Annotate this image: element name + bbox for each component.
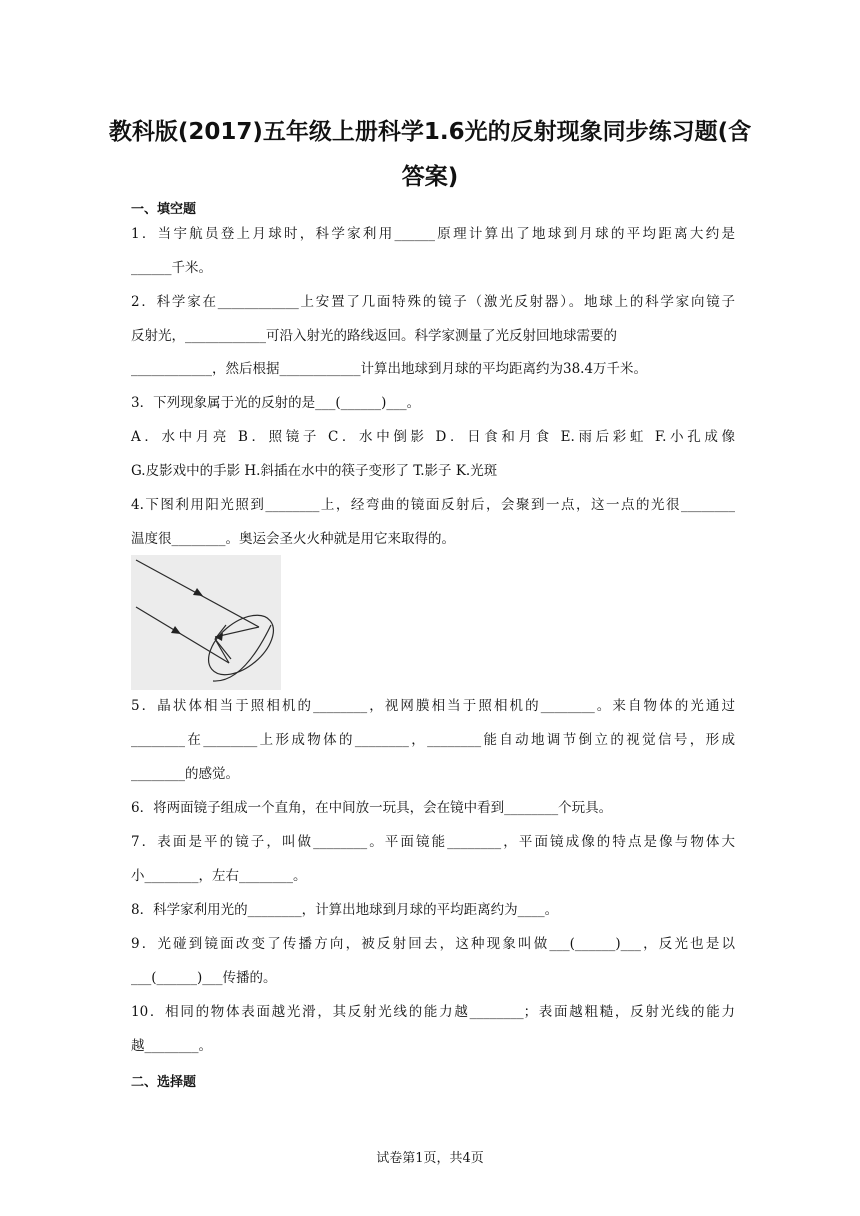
- concave-mirror-figure: [131, 555, 281, 690]
- document-title-line-1: 教科版(2017)五年级上册科学1.6光的反射现象同步练习题(含: [108, 119, 752, 145]
- question-2-line-3: ____________，然后根据____________计算出地球到月球的平均距离约为38.4万千米。: [131, 361, 648, 377]
- question-4-line-1: 4.下图利用阳光照到________上，经弯曲的镜面反射后，会聚到一点，这一点的光很________: [131, 497, 735, 513]
- question-10-line-1: 10．相同的物体表面越光滑，其反射光线的能力越________；表面越粗糙，反射光线的能力: [131, 1004, 735, 1020]
- question-2-line-1: 2．科学家在____________上安置了几面特殊的镜子（激光反射器）。地球上的科学家向镜子: [131, 294, 735, 310]
- page-footer: 试卷第1页，共4页: [376, 1151, 484, 1166]
- question-9-line-1: 9．光碰到镜面改变了传播方向，被反射回去，这种现象叫做___(______)___，反光也是以: [131, 936, 735, 952]
- section-heading-fill-in: 一、填空题: [131, 202, 197, 217]
- question-5-line-1: 5．晶状体相当于照相机的________，视网膜相当于照相机的________。来自物体的光通过: [131, 698, 735, 714]
- question-8: 8．科学家利用光的________，计算出地球到月球的平均距离约为____。: [131, 902, 559, 918]
- question-3-stem: 3．下列现象属于光的反射的是___(______)___。: [131, 395, 421, 411]
- question-4-line-2: 温度很________。奥运会圣火火种就是用它来取得的。: [131, 531, 455, 547]
- document-title-line-2: 答案): [401, 164, 459, 190]
- question-3-options-line-1: A．水中月亮 B．照镜子 C．水中倒影 D．日食和月食 E.雨后彩虹 F.小孔成像: [131, 429, 735, 445]
- question-3-options-line-2: G.皮影戏中的手影 H.斜插在水中的筷子变形了 T.影子 K.光斑: [131, 463, 498, 479]
- question-1-line-1: 1．当宇航员登上月球时，科学家利用______原理计算出了地球到月球的平均距离大约是: [131, 226, 735, 242]
- question-2-line-2: 反射光，____________可沿入射光的路线返回。科学家测量了光反射回地球需要的: [131, 328, 617, 344]
- section-heading-choice: 二、选择题: [131, 1075, 197, 1090]
- question-1-line-2: ______千米。: [131, 260, 212, 276]
- question-6: 6．将两面镜子组成一个直角，在中间放一玩具，会在镜中看到________个玩具。: [131, 800, 613, 816]
- question-5-line-3: ________的感觉。: [131, 766, 239, 782]
- question-7-line-2: 小________，左右________。: [131, 868, 307, 884]
- question-9-line-2: ___(______)___传播的。: [131, 970, 277, 986]
- question-5-line-2: ________在________上形成物体的________，________能自动地调节倒立的视觉信号，形成: [131, 732, 735, 748]
- question-10-line-2: 越________。: [131, 1038, 212, 1054]
- question-7-line-1: 7．表面是平的镜子，叫做________。平面镜能________，平面镜成像的特点是像与物体大: [131, 834, 735, 850]
